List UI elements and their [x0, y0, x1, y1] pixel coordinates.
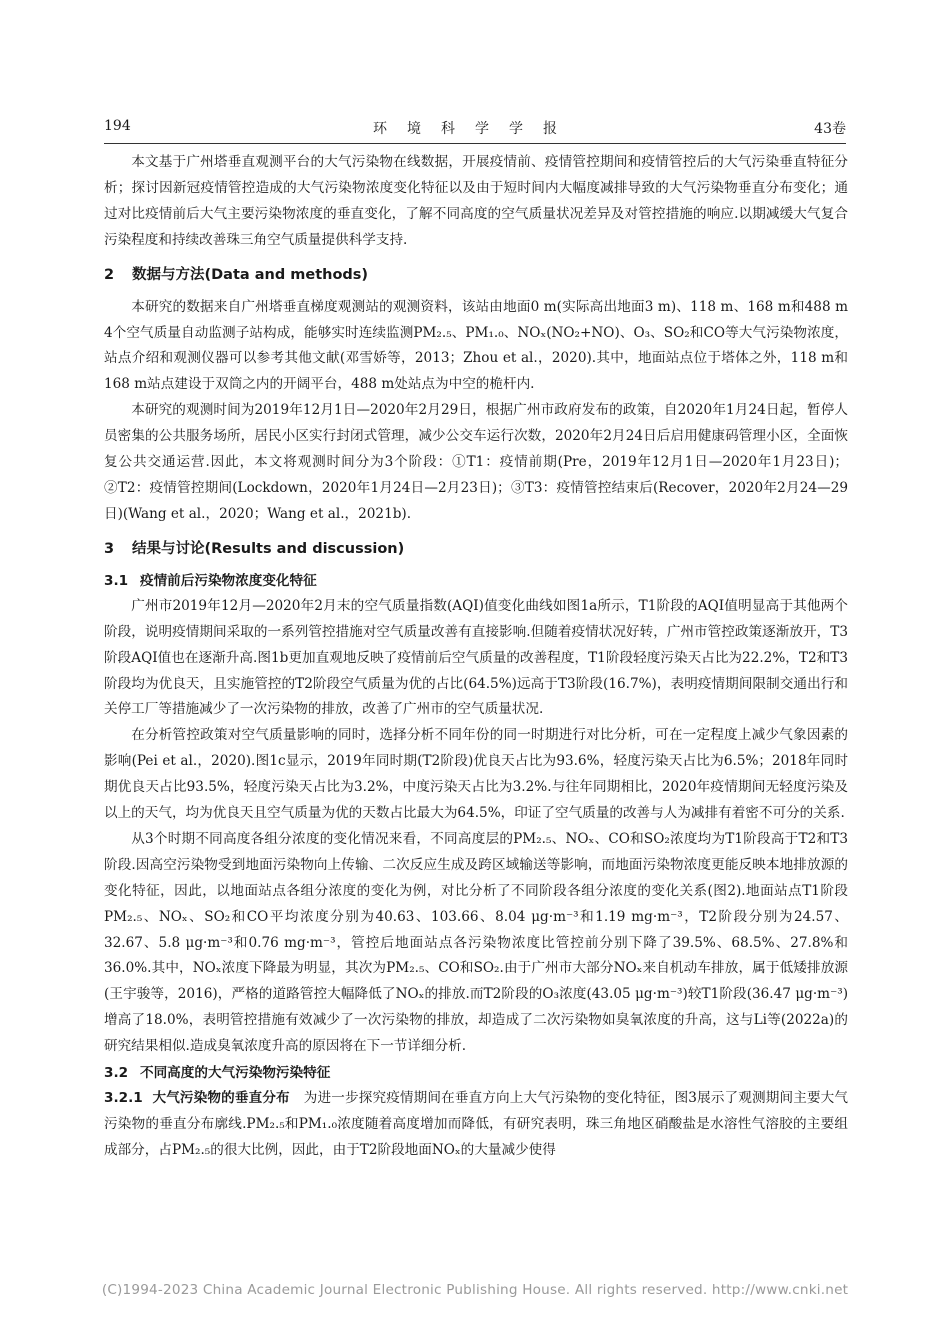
section-2-title: 数据与方法(Data and methods) — [132, 266, 369, 283]
article-body — [104, 150, 848, 1164]
subsection-3-2-heading — [104, 1061, 848, 1086]
header-rule — [104, 143, 846, 144]
journal-title: 环境科学学报 — [373, 121, 577, 137]
subsection-3-1-heading — [104, 569, 848, 594]
section-3-title: 结果与讨论(Results and discussion) — [132, 540, 405, 557]
volume-label: 43卷 — [814, 121, 846, 137]
subsection-3-1-paragraph-2: 在分析管控政策对空气质量影响的同时，选择分析不同年份的同一时期进行对比分析，可在一定程度上减少气象因素的影响(Pei et al.，2020).图1c显示，2019年同时期(T2阶段)优良天占比为93.6%，轻度污染天占比为6.5%；2018年同时期优良天占比93.5%，轻度污染天占比为3.2%，中度污染天占比为3.2%.与往年同期相比，2020年疫情期间无轻度污染及以上的天气，均为优良天且空气质量为优的天数占比最大为64.5%，印证了空气质量的改善与人为减排有着密不可分的关系. — [104, 727, 848, 822]
subsection-3-2-1-title: 大气污染物的垂直分布 — [152, 1090, 290, 1107]
subsection-3-2-title: 不同高度的大气污染物污染特征 — [140, 1065, 331, 1082]
section-2-paragraph-2: 本研究的观测时间为2019年12月1日—2020年2月29日，根据广州市政府发布的政策，自2020年1月24日起，暂停人员密集的公共服务场所，居民小区实行封闭式管理，减少公交车运行次数，2020年2月24日后启用健康码管理小区，全面恢复公共交通运营.因此，本文将观测时间分为3个阶段：①T1：疫情前期(Pre，2019年12月1日—2020年1月23日)；②T2：疫情管控期间(Lockdown，2020年1月24日—2月23日)；③T3：疫情管控结束后(Recover，2020年2月24—29日)(Wang et al.，2020；Wang et al.，2021b). — [104, 402, 848, 522]
subsection-3-2-1-paragraph — [104, 1086, 848, 1164]
subsection-3-2-number: 3.2 — [104, 1065, 129, 1082]
intro-paragraph: 本文基于广州塔垂直观测平台的大气污染物在线数据，开展疫情前、疫情管控期间和疫情管控后的大气污染垂直特征分析；探讨因新冠疫情管控造成的大气污染物浓度变化特征以及由于短时间内大幅度减排导致的大气污染物垂直分布变化；通过对比疫情前后大气主要污染物浓度的垂直变化，了解不同高度的空气质量状况差异及对管控措施的响应.以期减缓大气复合污染程度和持续改善珠三角空气质量提供科学支持. — [104, 154, 848, 248]
subsection-3-2-1-text: 为进一步探究疫情期间在垂直方向上大气污染物的变化特征，图3展示了观测期间主要大气污染物的垂直分布廓线.PM₂.₅和PM₁.₀浓度随着高度增加而降低，有研究表明，珠三角地区硝酸盐是水溶性气溶胶的主要组成部分，占PM₂.₅的很大比例，因此，由于T2阶段地面NOₓ的大量减少使得 — [104, 1090, 848, 1158]
subsection-3-1-title: 疫情前后污染物浓度变化特征 — [140, 572, 317, 589]
section-2-heading — [104, 261, 848, 289]
running-head — [104, 118, 846, 142]
subsection-3-2-1-number: 3.2.1 — [104, 1090, 143, 1107]
subsection-3-2-1-heading — [104, 1090, 290, 1106]
section-2-paragraph-1: 本研究的数据来自广州塔垂直梯度观测站的观测资料，该站由地面0 m(实际高出地面3 m)、118 m、168 m和488 m 4个空气质量自动监测子站构成，能够实时连续监测PM₂.₅、PM₁.₀、NOₓ(NO₂+NO)、O₃、SO₂和CO等大气污染物浓度，站点介绍和观测仪器可以参考其他文献(邓雪娇等，2013；Zhou et al.，2020).其中，地面站点位于塔体之外，118 m和168 m站点建设于双筒之内的开阔平台，488 m处站点为中空的桅杆内. — [104, 298, 848, 393]
page-number: 194 — [104, 118, 131, 134]
section-2-number: 2 — [104, 266, 115, 283]
section-3-number: 3 — [104, 540, 115, 557]
subsection-3-1-paragraph-1: 广州市2019年12月—2020年2月末的空气质量指数(AQI)值变化曲线如图1a所示，T1阶段的AQI值明显高于其他两个阶段，说明疫情期间采取的一系列管控措施对空气质量改善有直接影响.但随着疫情状况好转，广州市管控政策逐渐放开，T3阶段AQI值也在逐渐升高.图1b更加直观地反映了疫情前后空气质量的改善程度，T1阶段轻度污染天占比为22.2%，T2和T3阶段均为优良天，且实施管控的T2阶段空气质量为优的占比(64.5%)远高于T3阶段(16.7%)，表明疫情期间限制交通出行和关停工厂等措施减少了一次污染物的排放，改善了广州市的空气质量状况. — [104, 597, 848, 718]
section-3-heading — [104, 535, 848, 563]
copyright-footer: (C)1994-2023 China Academic Journal Electronic Publishing House. All rights reserved. http://www.cnki.net — [101, 1282, 849, 1298]
subsection-3-1-number: 3.1 — [104, 572, 129, 589]
subsection-3-1-paragraph-3: 从3个时期不同高度各组分浓度的变化情况来看，不同高度层的PM₂.₅、NOₓ、CO和SO₂浓度均为T1阶段高于T2和T3阶段.因高空污染物受到地面污染物向上传输、二次反应生成及跨区域输送等影响，而地面污染物浓度更能反映本地排放源的变化特征，因此，以地面站点各组分浓度的变化为例，对比分析了不同阶段各组分浓度的变化关系(图2).地面站点T1阶段PM₂.₅、NOₓ、SO₂和CO平均浓度分别为40.63、103.66、8.04 μg·m⁻³和1.19 mg·m⁻³，T2阶段分别为24.57、32.67、5.8 μg·m⁻³和0.76 mg·m⁻³，管控后地面站点各污染物浓度比管控前分别下降了39.5%、68.5%、27.8%和36.0%.其中，NOₓ浓度下降最为明显，其次为PM₂.₅、CO和SO₂.由于广州市大部分NOₓ来自机动车排放，属于低矮排放源(王宇骏等，2016)，严格的道路管控大幅降低了NOₓ的排放.而T2阶段的O₃浓度(43.05 μg·m⁻³)较T1阶段(36.47 μg·m⁻³)增高了18.0%，表明管控措施有效减少了一次污染物的排放，却造成了二次污染物如臭氧浓度的升高，这与Li等(2022a)的研究结果相似.造成臭氧浓度升高的原因将在下一节详细分析. — [104, 830, 848, 1055]
